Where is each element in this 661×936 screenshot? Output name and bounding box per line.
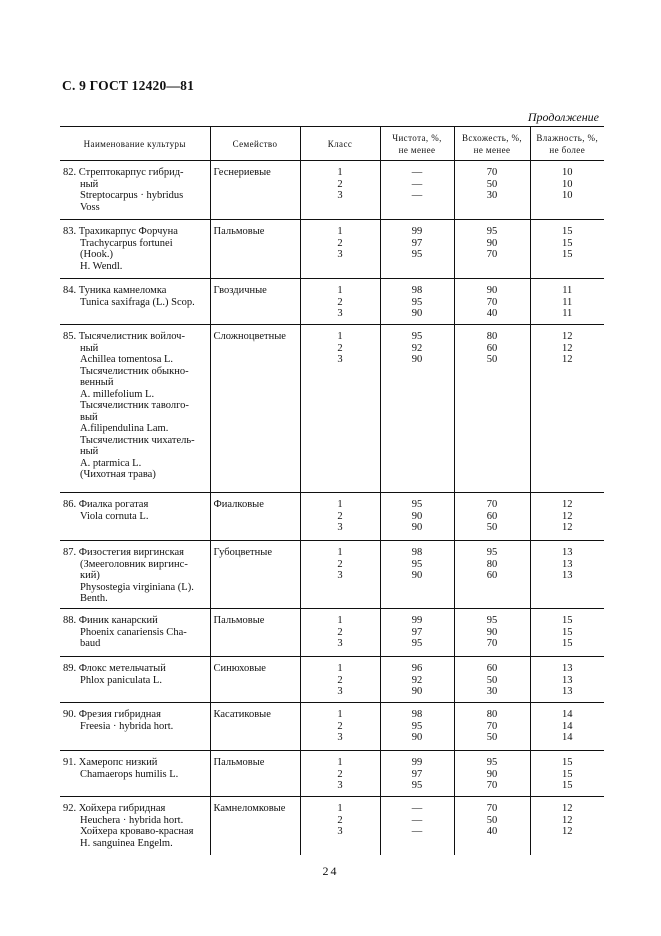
cell-value: 95 — [486, 226, 498, 237]
cell-value: 15 — [562, 615, 573, 626]
cell-value: 60 — [486, 570, 498, 581]
cell-value: 1 — [337, 547, 343, 558]
cell-value: 70 — [486, 638, 498, 649]
cell-value: 98 — [411, 547, 423, 558]
moisture-cell — [530, 797, 604, 855]
family-cell: Пальмовые — [210, 609, 300, 657]
cell-value: 99 — [411, 615, 423, 626]
cell-value: 90 — [411, 354, 423, 365]
cell-value: 10 — [562, 190, 573, 201]
culture-name-cell — [60, 325, 210, 493]
culture-name-line: Viola cornuta L. — [80, 510, 149, 522]
cell-value: 90 — [486, 237, 498, 249]
cell-value: 90 — [411, 732, 423, 743]
culture-name-cell — [60, 541, 210, 609]
cell-value: 96 — [411, 663, 423, 674]
cell-value: 90 — [411, 522, 423, 533]
culture-name-line: ный — [80, 446, 99, 457]
cell-value: 2 — [337, 178, 343, 190]
cell-value: 70 — [486, 167, 498, 178]
moisture-cell — [530, 657, 604, 703]
culture-name-line: Phoenix canariensis Cha- — [80, 626, 187, 638]
cell-value: 12 — [562, 499, 573, 510]
culture-name-line: 88. Финик канарский — [63, 615, 158, 626]
cell-value: — — [411, 803, 423, 814]
cell-value: 2 — [337, 674, 343, 686]
culture-name-line: H. sanguinea Engelm. — [80, 837, 173, 849]
cell-value: 12 — [562, 510, 573, 522]
moisture-cell — [530, 703, 604, 751]
family-cell: Касатиковые — [210, 703, 300, 751]
cell-value: 3 — [337, 308, 343, 319]
cell-value: 15 — [562, 638, 573, 649]
col-header-germination: Всхожесть, %, не менее — [454, 127, 530, 161]
purity-cell — [380, 703, 454, 751]
family-cell: Камнеломковые — [210, 797, 300, 855]
cell-value: 95 — [411, 780, 423, 791]
germination-cell — [454, 609, 530, 657]
cell-value: 90 — [486, 626, 498, 638]
cell-value: 12 — [562, 803, 573, 814]
purity-cell — [380, 751, 454, 797]
cell-value: 3 — [337, 354, 343, 365]
cell-value: 97 — [411, 768, 423, 780]
culture-name-line: Physostegia virginiana (L). — [80, 581, 194, 593]
culture-name-line: Benth. — [80, 593, 108, 604]
cell-value: 1 — [337, 226, 343, 237]
cell-value: — — [411, 167, 423, 178]
class-cell — [300, 325, 380, 493]
purity-cell — [380, 161, 454, 220]
culture-name-line: (Чихотная трава) — [80, 469, 156, 480]
cell-value: 70 — [486, 499, 498, 510]
cell-value: 13 — [562, 663, 573, 674]
family-cell: Губоцветные — [210, 541, 300, 609]
cell-value: 14 — [562, 732, 573, 743]
cell-value: 80 — [486, 558, 498, 570]
germination-cell — [454, 703, 530, 751]
cell-value: 2 — [337, 237, 343, 249]
culture-name-line: 84. Туника камнеломка — [63, 285, 167, 296]
table-row — [60, 703, 604, 751]
cell-value: 2 — [337, 768, 343, 780]
cell-value: 15 — [562, 226, 573, 237]
culture-name-line: Heuchera · hybrida hort. — [80, 814, 184, 826]
cell-value: 1 — [337, 757, 343, 768]
culture-name-line: 82. Стрептокарпус гибрид- — [63, 167, 184, 178]
cell-value: 95 — [411, 331, 423, 342]
cell-value: 14 — [562, 720, 573, 732]
cell-value: 11 — [562, 285, 573, 296]
culture-name-cell — [60, 493, 210, 541]
cell-value: 3 — [337, 570, 343, 581]
table-row — [60, 493, 604, 541]
cell-value: 13 — [562, 570, 573, 581]
cell-value: 98 — [411, 709, 423, 720]
germination-cell — [454, 657, 530, 703]
culture-name-cell — [60, 703, 210, 751]
cell-value: 2 — [337, 296, 343, 308]
cell-value: 13 — [562, 558, 573, 570]
moisture-cell — [530, 541, 604, 609]
cell-value: 2 — [337, 558, 343, 570]
cell-value: 11 — [562, 308, 573, 319]
cell-value: 97 — [411, 626, 423, 638]
cell-value: 70 — [486, 296, 498, 308]
page-header: С. 9 ГОСТ 12420—81 — [62, 78, 195, 93]
moisture-cell — [530, 493, 604, 541]
cell-value: 60 — [486, 510, 498, 522]
class-cell — [300, 279, 380, 325]
culture-name-line: Streptocarpus · hybridus — [80, 190, 184, 201]
cell-value: 3 — [337, 522, 343, 533]
cell-value: 95 — [411, 499, 423, 510]
cell-value: 1 — [337, 709, 343, 720]
cell-value: 2 — [337, 720, 343, 732]
cell-value: 60 — [486, 663, 498, 674]
germination-cell — [454, 279, 530, 325]
table-row — [60, 797, 604, 855]
cell-value: 12 — [562, 814, 573, 826]
cell-value: 15 — [562, 757, 573, 768]
cell-value: 98 — [411, 285, 423, 296]
germination-cell — [454, 797, 530, 855]
cell-value: 15 — [562, 780, 573, 791]
class-cell — [300, 703, 380, 751]
cell-value: 90 — [486, 768, 498, 780]
cell-value: 15 — [562, 626, 573, 638]
germination-cell — [454, 220, 530, 279]
cell-value: 95 — [486, 615, 498, 626]
cell-value: 10 — [562, 178, 573, 190]
culture-name-line: 91. Хамеропс низкий — [63, 757, 158, 768]
cell-value: 50 — [486, 178, 498, 190]
table-row — [60, 657, 604, 703]
culture-name-line: baud — [80, 638, 101, 649]
cell-value: 3 — [337, 780, 343, 791]
cell-value: 70 — [486, 720, 498, 732]
family-cell: Фиалковые — [210, 493, 300, 541]
class-cell — [300, 609, 380, 657]
culture-name-line: Chamaerops humilis L. — [80, 768, 179, 780]
cell-value: 3 — [337, 686, 343, 697]
col-header-moisture: Влажность, %, не более — [530, 127, 604, 161]
cell-value: 90 — [411, 570, 423, 581]
culture-name-line: 90. Фрезия гибридная — [63, 709, 161, 720]
class-cell — [300, 751, 380, 797]
culture-name-cell — [60, 657, 210, 703]
seed-quality-table — [60, 126, 604, 855]
culture-name-cell — [60, 609, 210, 657]
col-header-class: Класс — [300, 127, 380, 161]
germination-cell — [454, 751, 530, 797]
purity-cell — [380, 657, 454, 703]
culture-name-line: венный — [80, 377, 114, 388]
culture-name-line: H. Wendl. — [80, 260, 123, 272]
cell-value: 1 — [337, 803, 343, 814]
culture-name-cell — [60, 751, 210, 797]
cell-value: 95 — [486, 547, 498, 558]
cell-value: 40 — [486, 826, 498, 837]
germination-cell — [454, 325, 530, 493]
cell-value: 1 — [337, 167, 343, 178]
cell-value: 70 — [486, 249, 498, 260]
cell-value: 12 — [562, 522, 573, 533]
cell-value: 1 — [337, 615, 343, 626]
cell-value: 11 — [562, 296, 573, 308]
cell-value: 1 — [337, 285, 343, 296]
cell-value: — — [411, 178, 423, 190]
cell-value: 2 — [337, 510, 343, 522]
purity-cell — [380, 220, 454, 279]
col-header-family: Семейство — [210, 127, 300, 161]
purity-cell — [380, 797, 454, 855]
culture-name-line: кий) — [80, 570, 100, 581]
cell-value: 13 — [562, 674, 573, 686]
cell-value: 90 — [411, 686, 423, 697]
cell-value: 2 — [337, 814, 343, 826]
germination-cell — [454, 493, 530, 541]
cell-value: 40 — [486, 308, 498, 319]
family-cell: Сложноцветные — [210, 325, 300, 493]
culture-name-line: 87. Физостегия виргинская — [63, 547, 185, 558]
cell-value: 2 — [337, 342, 343, 354]
culture-name-line: A. millefolium L. — [80, 388, 155, 400]
cell-value: 2 — [337, 626, 343, 638]
culture-name-line: Phlox paniculata L. — [80, 674, 162, 686]
cell-value: 50 — [486, 674, 498, 686]
purity-cell — [380, 541, 454, 609]
cell-value: 60 — [486, 342, 498, 354]
cell-value: 50 — [486, 732, 498, 743]
cell-value: 3 — [337, 826, 343, 837]
continuation-label: Продолжение — [527, 110, 599, 124]
culture-name-cell — [60, 279, 210, 325]
table-row — [60, 279, 604, 325]
table-row — [60, 325, 604, 493]
culture-name-line: (Hook.) — [80, 249, 113, 260]
cell-value: 80 — [486, 331, 498, 342]
cell-value: — — [411, 190, 423, 201]
cell-value: 15 — [562, 249, 573, 260]
culture-name-cell — [60, 220, 210, 279]
cell-value: 50 — [486, 522, 498, 533]
cell-value: 95 — [411, 720, 423, 732]
cell-value: 95 — [411, 249, 423, 260]
cell-value: 70 — [486, 803, 498, 814]
class-cell — [300, 541, 380, 609]
culture-name-line: (Змееголовник виргинс- — [80, 558, 188, 570]
moisture-cell — [530, 279, 604, 325]
culture-name-line: Тысячелистник чихатель- — [80, 434, 195, 446]
class-cell — [300, 657, 380, 703]
moisture-cell — [530, 220, 604, 279]
cell-value: 95 — [486, 757, 498, 768]
cell-value: 50 — [486, 814, 498, 826]
cell-value: 97 — [411, 237, 423, 249]
cell-value: 92 — [411, 674, 423, 686]
col-header-purity: Чистота, %, не менее — [380, 127, 454, 161]
purity-cell — [380, 493, 454, 541]
cell-value: 12 — [562, 342, 573, 354]
culture-name-line: Achillea tomentosa L. — [80, 354, 174, 365]
cell-value: 90 — [411, 510, 423, 522]
cell-value: 70 — [486, 780, 498, 791]
cell-value: 50 — [486, 354, 498, 365]
purity-cell — [380, 325, 454, 493]
germination-cell — [454, 161, 530, 220]
class-cell — [300, 493, 380, 541]
page-number: 24 — [322, 864, 339, 878]
cell-value: 3 — [337, 190, 343, 201]
table-row — [60, 220, 604, 279]
cell-value: 90 — [411, 308, 423, 319]
class-cell — [300, 797, 380, 855]
culture-name-line: Tunica saxifraga (L.) Scop. — [80, 296, 195, 308]
family-cell: Синюховые — [210, 657, 300, 703]
cell-value: 15 — [562, 768, 573, 780]
culture-name-line: A. ptarmica L. — [80, 457, 142, 469]
cell-value: 90 — [486, 285, 498, 296]
cell-value: 1 — [337, 331, 343, 342]
purity-cell — [380, 279, 454, 325]
culture-name-line: Тысячелистник таволго- — [80, 400, 189, 411]
moisture-cell — [530, 751, 604, 797]
cell-value: 30 — [486, 686, 498, 697]
table-row — [60, 751, 604, 797]
culture-name-cell — [60, 161, 210, 220]
culture-name-line: Freesia · hybrida hort. — [80, 720, 174, 732]
cell-value: 14 — [562, 709, 573, 720]
moisture-cell — [530, 161, 604, 220]
family-cell: Гвоздичные — [210, 279, 300, 325]
family-cell: Пальмовые — [210, 220, 300, 279]
family-cell: Пальмовые — [210, 751, 300, 797]
cell-value: 92 — [411, 342, 423, 354]
culture-name-line: 83. Трахикарпус Форчуна — [63, 226, 178, 237]
cell-value: 3 — [337, 249, 343, 260]
cell-value: 30 — [486, 190, 498, 201]
culture-name-line: A.filipendulina Lam. — [80, 423, 169, 434]
moisture-cell — [530, 325, 604, 493]
cell-value: 12 — [562, 354, 573, 365]
cell-value: 13 — [562, 547, 573, 558]
culture-name-line: Тысячелистник обыкно- — [80, 365, 189, 377]
cell-value: 99 — [411, 226, 423, 237]
class-cell — [300, 220, 380, 279]
table-row — [60, 541, 604, 609]
cell-value: 1 — [337, 499, 343, 510]
table-header-row — [60, 127, 604, 161]
table-row — [60, 609, 604, 657]
cell-value: 95 — [411, 638, 423, 649]
purity-cell — [380, 609, 454, 657]
culture-name-line: 85. Тысячелистник войлоч- — [63, 331, 185, 342]
culture-name-line: 86. Фиалка рогатая — [63, 499, 149, 510]
culture-name-line: Voss — [80, 201, 100, 213]
culture-name-cell — [60, 797, 210, 855]
cell-value: 13 — [562, 686, 573, 697]
cell-value: 95 — [411, 558, 423, 570]
col-header-name: Наименование культуры — [60, 127, 210, 161]
cell-value: 80 — [486, 709, 498, 720]
culture-name-line: Хойхера кроваво-красная — [80, 826, 194, 837]
cell-value: — — [411, 814, 423, 826]
cell-value: — — [411, 826, 423, 837]
culture-name-line: ный — [80, 178, 99, 190]
class-cell — [300, 161, 380, 220]
moisture-cell — [530, 609, 604, 657]
cell-value: 3 — [337, 732, 343, 743]
cell-value: 15 — [562, 237, 573, 249]
germination-cell — [454, 541, 530, 609]
culture-name-line: ный — [80, 342, 99, 354]
cell-value: 3 — [337, 638, 343, 649]
cell-value: 95 — [411, 296, 423, 308]
cell-value: 10 — [562, 167, 573, 178]
table-row — [60, 161, 604, 220]
family-cell: Геснериевые — [210, 161, 300, 220]
culture-name-line: 92. Хойхера гибридная — [63, 803, 166, 814]
culture-name-line: вый — [80, 411, 98, 423]
cell-value: 1 — [337, 663, 343, 674]
culture-name-line: Trachycarpus fortunei — [80, 237, 173, 249]
cell-value: 12 — [562, 826, 573, 837]
culture-name-line: 89. Флокс метельчатый — [63, 663, 166, 674]
cell-value: 99 — [411, 757, 423, 768]
cell-value: 12 — [562, 331, 573, 342]
